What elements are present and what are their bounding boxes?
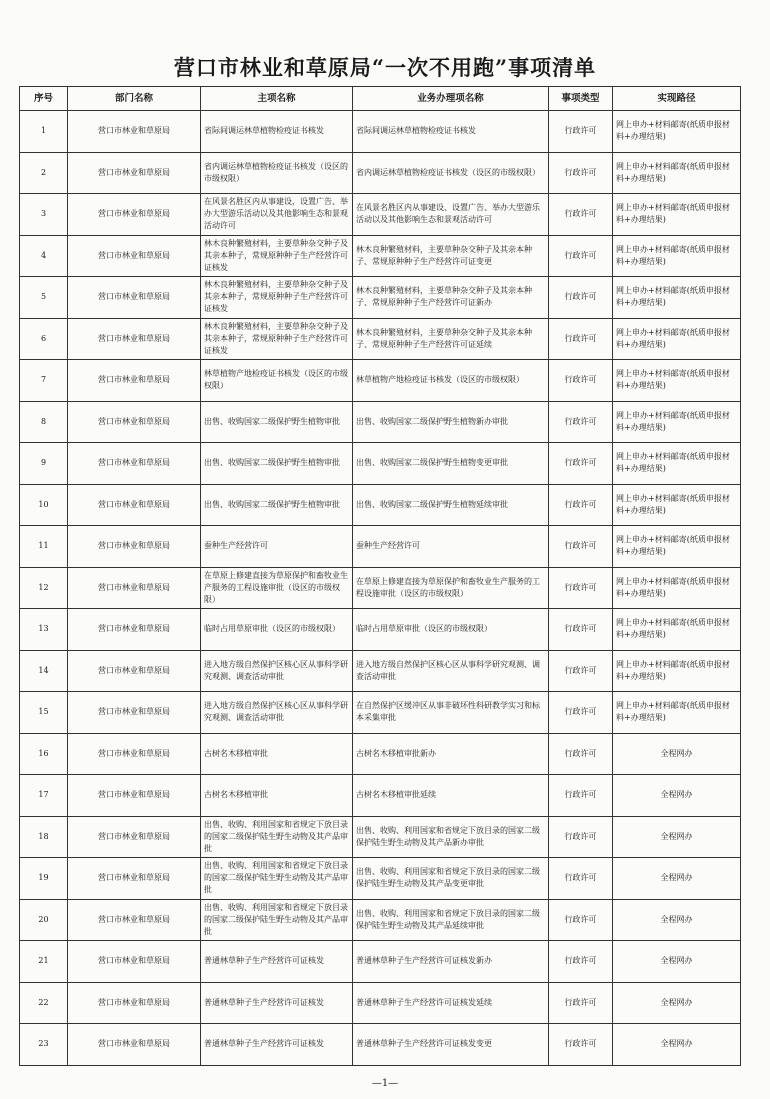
cell-main-item: 蚕种生产经营许可	[201, 526, 353, 568]
cell-type: 行政许可	[549, 692, 613, 734]
table-row	[20, 318, 741, 360]
header-dept: 部门名称	[68, 87, 201, 111]
cell-type: 行政许可	[549, 277, 613, 319]
cell-no: 17	[20, 775, 68, 817]
cell-dept: 营口市林业和草原局	[68, 1024, 201, 1066]
cell-business-item: 普通林草种子生产经营许可证核发新办	[353, 941, 549, 983]
cell-main-item: 林木良种繁殖材料，主要草种杂交种子及其亲本种子，常规原种种子生产经营许可证核发	[201, 235, 353, 277]
cell-path: 全程网办	[613, 1024, 741, 1066]
cell-dept: 营口市林业和草原局	[68, 443, 201, 485]
cell-dept: 营口市林业和草原局	[68, 111, 201, 153]
table-row	[20, 816, 741, 858]
cell-path: 网上申办+材料邮寄(纸质申报材料+办理结果)	[613, 567, 741, 609]
cell-no: 15	[20, 692, 68, 734]
table-row	[20, 1024, 741, 1066]
cell-main-item: 出售、收购国家二级保护野生植物审批	[201, 443, 353, 485]
cell-dept: 营口市林业和草原局	[68, 733, 201, 775]
cell-type: 行政许可	[549, 526, 613, 568]
cell-main-item: 出售、收购、利用国家和省规定下放目录的国家二级保护陆生野生动物及其产品审批	[201, 899, 353, 941]
cell-path: 网上申办+材料邮寄(纸质申报材料+办理结果)	[613, 360, 741, 402]
cell-business-item: 出售、收购国家二级保护野生植物新办审批	[353, 401, 549, 443]
cell-no: 23	[20, 1024, 68, 1066]
table-row	[20, 567, 741, 609]
cell-type: 行政许可	[549, 235, 613, 277]
cell-dept: 营口市林业和草原局	[68, 152, 201, 194]
cell-business-item: 出售、收购、利用国家和省规定下放目录的国家二级保护陆生野生动物及其产品新办审批	[353, 816, 549, 858]
cell-business-item: 出售、收购、利用国家和省规定下放目录的国家二级保护陆生野生动物及其产品变更审批	[353, 858, 549, 900]
cell-business-item: 在草原上修建直接为草原保护和畜牧业生产服务的工程设施审批（设区的市级权限）	[353, 567, 549, 609]
cell-path: 网上申办+材料邮寄(纸质申报材料+办理结果)	[613, 318, 741, 360]
page-title: 营口市林业和草原局“一次不用跑”事项清单	[173, 55, 597, 80]
cell-business-item: 出售、收购国家二级保护野生植物变更审批	[353, 443, 549, 485]
cell-path: 网上申办+材料邮寄(纸质申报材料+办理结果)	[613, 484, 741, 526]
cell-no: 20	[20, 899, 68, 941]
cell-no: 18	[20, 816, 68, 858]
cell-business-item: 临时占用草原审批（设区的市级权限）	[353, 609, 549, 651]
table-row	[20, 982, 741, 1024]
cell-dept: 营口市林业和草原局	[68, 360, 201, 402]
cell-no: 6	[20, 318, 68, 360]
table-row	[20, 484, 741, 526]
cell-dept: 营口市林业和草原局	[68, 775, 201, 817]
cell-path: 网上申办+材料邮寄(纸质申报材料+办理结果)	[613, 152, 741, 194]
cell-business-item: 普通林草种子生产经营许可证核发变更	[353, 1024, 549, 1066]
cell-no: 19	[20, 858, 68, 900]
header-main-item: 主项名称	[201, 87, 353, 111]
cell-main-item: 林木良种繁殖材料，主要草种杂交种子及其亲本种子，常规原种种子生产经营许可证核发	[201, 277, 353, 319]
cell-path: 网上申办+材料邮寄(纸质申报材料+办理结果)	[613, 194, 741, 236]
cell-main-item: 出售、收购国家二级保护野生植物审批	[201, 401, 353, 443]
cell-no: 12	[20, 567, 68, 609]
cell-no: 5	[20, 277, 68, 319]
cell-dept: 营口市林业和草原局	[68, 941, 201, 983]
cell-main-item: 在风景名胜区内从事建设，设置广告、举办大型游乐活动以及其他影响生态和景观活动许可	[201, 194, 353, 236]
cell-main-item: 普通林草种子生产经营许可证核发	[201, 982, 353, 1024]
cell-business-item: 古树名木移植审批新办	[353, 733, 549, 775]
cell-no: 1	[20, 111, 68, 153]
table-row	[20, 443, 741, 485]
cell-main-item: 在草原上修建直接为草原保护和畜牧业生产服务的工程设施审批（设区的市级权限）	[201, 567, 353, 609]
cell-path: 网上申办+材料邮寄(纸质申报材料+办理结果)	[613, 443, 741, 485]
cell-main-item: 古树名木移植审批	[201, 775, 353, 817]
cell-path: 全程网办	[613, 858, 741, 900]
cell-main-item: 省内调运林草植物检疫证书核发（设区的市级权限）	[201, 152, 353, 194]
header-path: 实现路径	[613, 87, 741, 111]
cell-path: 网上申办+材料邮寄(纸质申报材料+办理结果)	[613, 650, 741, 692]
cell-type: 行政许可	[549, 152, 613, 194]
cell-type: 行政许可	[549, 318, 613, 360]
cell-type: 行政许可	[549, 401, 613, 443]
cell-business-item: 普通林草种子生产经营许可证核发延续	[353, 982, 549, 1024]
table-row	[20, 609, 741, 651]
cell-no: 13	[20, 609, 68, 651]
cell-type: 行政许可	[549, 111, 613, 153]
cell-business-item: 林木良种繁殖材料，主要草种杂交种子及其亲本种子、常规原种种子生产经营许可证延续	[353, 318, 549, 360]
cell-type: 行政许可	[549, 982, 613, 1024]
cell-dept: 营口市林业和草原局	[68, 318, 201, 360]
cell-business-item: 出售、收购国家二级保护野生植物延续审批	[353, 484, 549, 526]
cell-path: 网上申办+材料邮寄(纸质申报材料+办理结果)	[613, 111, 741, 153]
cell-dept: 营口市林业和草原局	[68, 899, 201, 941]
cell-no: 8	[20, 401, 68, 443]
cell-path: 全程网办	[613, 816, 741, 858]
cell-path: 网上申办+材料邮寄(纸质申报材料+办理结果)	[613, 235, 741, 277]
cell-path: 全程网办	[613, 982, 741, 1024]
cell-type: 行政许可	[549, 443, 613, 485]
cell-type: 行政许可	[549, 816, 613, 858]
cell-path: 全程网办	[613, 941, 741, 983]
cell-no: 3	[20, 194, 68, 236]
cell-dept: 营口市林业和草原局	[68, 982, 201, 1024]
cell-path: 全程网办	[613, 899, 741, 941]
cell-dept: 营口市林业和草原局	[68, 277, 201, 319]
cell-no: 14	[20, 650, 68, 692]
cell-dept: 营口市林业和草原局	[68, 609, 201, 651]
table-row	[20, 526, 741, 568]
table-row	[20, 941, 741, 983]
cell-business-item: 省际间调运林草植物检疫证书核发	[353, 111, 549, 153]
cell-no: 11	[20, 526, 68, 568]
cell-main-item: 进入地方级自然保护区核心区从事科学研究观测、调查活动审批	[201, 692, 353, 734]
cell-no: 10	[20, 484, 68, 526]
table-row	[20, 858, 741, 900]
cell-path: 全程网办	[613, 775, 741, 817]
table-row	[20, 733, 741, 775]
cell-main-item: 进入地方级自然保护区核心区从事科学研究观测、调查活动审批	[201, 650, 353, 692]
cell-no: 4	[20, 235, 68, 277]
table-row	[20, 111, 741, 153]
cell-dept: 营口市林业和草原局	[68, 401, 201, 443]
cell-business-item: 林草植物产地检疫证书核发（设区的市级权限）	[353, 360, 549, 402]
cell-no: 7	[20, 360, 68, 402]
cell-path: 网上申办+材料邮寄(纸质申报材料+办理结果)	[613, 401, 741, 443]
table-row	[20, 692, 741, 734]
cell-type: 行政许可	[549, 567, 613, 609]
table-row	[20, 194, 741, 236]
table-row	[20, 360, 741, 402]
matter-table	[19, 86, 741, 1066]
cell-business-item: 林木良种繁殖材料，主要草种杂交种子及其亲本种子、常规原种种子生产经营许可证新办	[353, 277, 549, 319]
cell-main-item: 出售、收购、利用国家和省规定下放目录的国家二级保护陆生野生动物及其产品审批	[201, 816, 353, 858]
header-no: 序号	[20, 87, 68, 111]
cell-dept: 营口市林业和草原局	[68, 816, 201, 858]
cell-type: 行政许可	[549, 484, 613, 526]
page-number: —1—	[371, 1078, 399, 1089]
table-row	[20, 775, 741, 817]
cell-no: 9	[20, 443, 68, 485]
cell-main-item: 古树名木移植审批	[201, 733, 353, 775]
cell-dept: 营口市林业和草原局	[68, 194, 201, 236]
cell-no: 16	[20, 733, 68, 775]
table-body	[20, 111, 741, 1066]
cell-business-item: 古树名木移植审批延续	[353, 775, 549, 817]
cell-main-item: 林木良种繁殖材料，主要草种杂交种子及其亲本种子，常规原种种子生产经营许可证核发	[201, 318, 353, 360]
cell-dept: 营口市林业和草原局	[68, 650, 201, 692]
table-header-row	[20, 87, 741, 111]
cell-type: 行政许可	[549, 941, 613, 983]
cell-type: 行政许可	[549, 899, 613, 941]
cell-dept: 营口市林业和草原局	[68, 526, 201, 568]
cell-main-item: 出售、收购国家二级保护野生植物审批	[201, 484, 353, 526]
cell-path: 全程网办	[613, 733, 741, 775]
cell-dept: 营口市林业和草原局	[68, 235, 201, 277]
table-row	[20, 899, 741, 941]
header-business-item: 业务办理项名称	[353, 87, 549, 111]
cell-business-item: 进入地方级自然保护区核心区从事科学研究观测、调查活动审批	[353, 650, 549, 692]
cell-path: 网上申办+材料邮寄(纸质申报材料+办理结果)	[613, 609, 741, 651]
cell-main-item: 普通林草种子生产经营许可证核发	[201, 941, 353, 983]
table-row	[20, 650, 741, 692]
cell-type: 行政许可	[549, 194, 613, 236]
table-row	[20, 277, 741, 319]
table-row	[20, 152, 741, 194]
cell-dept: 营口市林业和草原局	[68, 858, 201, 900]
cell-business-item: 林木良种繁殖材料，主要草种杂交种子及其亲本种子、常规原种种子生产经营许可证变更	[353, 235, 549, 277]
cell-type: 行政许可	[549, 775, 613, 817]
cell-dept: 营口市林业和草原局	[68, 567, 201, 609]
cell-business-item: 蚕种生产经营许可	[353, 526, 549, 568]
cell-type: 行政许可	[549, 1024, 613, 1066]
header-type: 事项类型	[549, 87, 613, 111]
cell-business-item: 在自然保护区缓冲区从事非破坏性科研教学实习和标本采集审批	[353, 692, 549, 734]
cell-type: 行政许可	[549, 733, 613, 775]
cell-path: 网上申办+材料邮寄(纸质申报材料+办理结果)	[613, 692, 741, 734]
table-row	[20, 401, 741, 443]
cell-business-item: 出售、收购、利用国家和省规定下放目录的国家二级保护陆生野生动物及其产品延续审批	[353, 899, 549, 941]
cell-type: 行政许可	[549, 650, 613, 692]
cell-path: 网上申办+材料邮寄(纸质申报材料+办理结果)	[613, 526, 741, 568]
cell-no: 21	[20, 941, 68, 983]
cell-type: 行政许可	[549, 609, 613, 651]
cell-no: 2	[20, 152, 68, 194]
cell-dept: 营口市林业和草原局	[68, 484, 201, 526]
cell-type: 行政许可	[549, 360, 613, 402]
cell-main-item: 林草植物产地检疫证书核发（设区的市级权限）	[201, 360, 353, 402]
cell-no: 22	[20, 982, 68, 1024]
cell-type: 行政许可	[549, 858, 613, 900]
cell-dept: 营口市林业和草原局	[68, 692, 201, 734]
cell-main-item: 出售、收购、利用国家和省规定下放目录的国家二级保护陆生野生动物及其产品审批	[201, 858, 353, 900]
cell-path: 网上申办+材料邮寄(纸质申报材料+办理结果)	[613, 277, 741, 319]
cell-business-item: 在风景名胜区内从事建设、设置广告、举办大型游乐活动以及其他影响生态和景观活动许可	[353, 194, 549, 236]
cell-main-item: 临时占用草原审批（设区的市级权限）	[201, 609, 353, 651]
cell-business-item: 省内调运林草植物检疫证书核发（设区的市级权限）	[353, 152, 549, 194]
table-row	[20, 235, 741, 277]
cell-main-item: 省际间调运林草植物检疫证书核发	[201, 111, 353, 153]
cell-main-item: 普通林草种子生产经营许可证核发	[201, 1024, 353, 1066]
